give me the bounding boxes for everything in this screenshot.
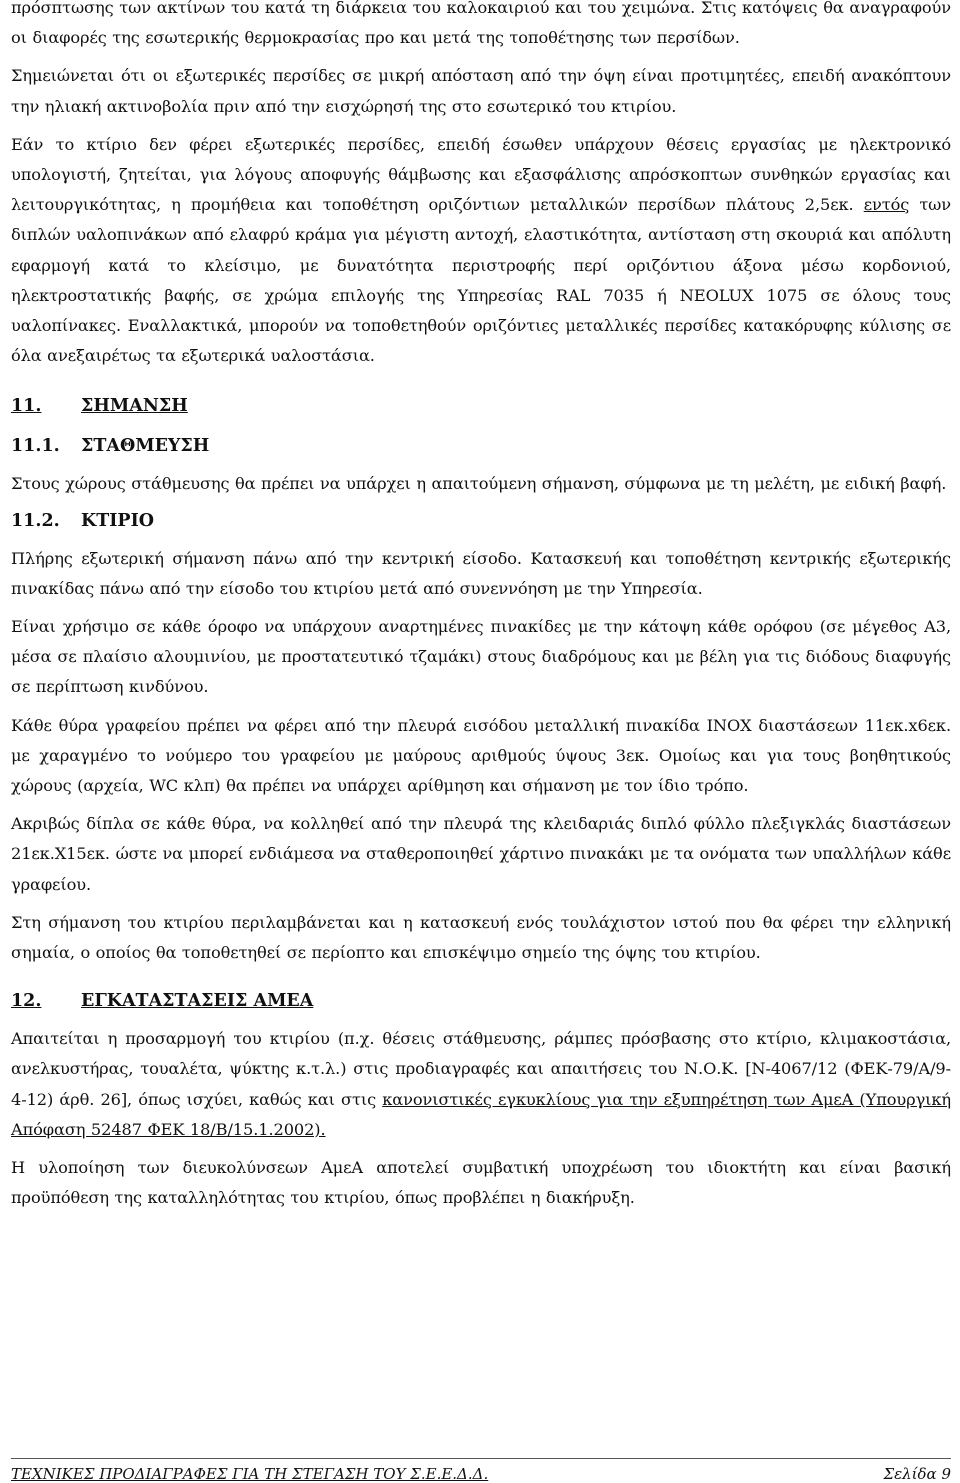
section-title: ΚΤΙΡΙΟ [81, 510, 155, 531]
section-heading-11-2 [11, 506, 951, 536]
underlined-text: εντός [863, 195, 910, 215]
underlined-text: κανονιστικές εγκυκλίους για την εξυπηρέτηση των ΑμεΑ (Υπουργική Απόφαση 52487 ΦΕΚ 18/Β/15.1.2002). [11, 1089, 952, 1139]
section-number: 11.1. [11, 436, 60, 457]
paragraph [11, 130, 951, 372]
section-title: ΕΓΚΑΤΑΣΤΑΣΕΙΣ ΑΜΕΑ [81, 991, 314, 1012]
page-number: Σελίδα 9 [883, 1465, 951, 1483]
paragraph-text: των διπλών υαλοπινάκων από ελαφρύ κράμα για μέγιστη αντοχή, ελαστικότητα, αντίσταση στη σκουριά και απόλυτη εφαρμογή κατά το κλείσιμο, με δυνατότητα περιστροφής περί οριζόντιου άξονα μέσω κορδονιού, ηλεκτροστατικής βαφής, σε χρώμα επιλογής της Υπηρεσίας RAL 7035 ή NEOLUX 1075 σε όλους τους υαλοπίνακες. Εναλλακτικά, μπορούν να τοποθετηθούν οριζόντιες μεταλλικές περσίδες κατακόρυφης κύλισης σε όλα ανεξαιρέτως τα εξωτερικά υαλοστάσια. [11, 195, 952, 366]
section-title: ΣΤΑΘΜΕΥΣΗ [81, 436, 210, 457]
section-number: 11. [11, 396, 42, 417]
footer-title: ΤΕΧΝΙΚΕΣ ΠΡΟΔΙΑΓΡΑΦΕΣ ΓΙΑ ΤΗ ΣΤΕΓΑΣΗ ΤΟΥ Σ.Ε.Ε.Δ.Δ. [11, 1465, 489, 1483]
paragraph: Στη σήμανση του κτιρίου περιλαμβάνεται και η κατασκευή ενός τουλάχιστον ιστού που θα φέρει την ελληνική σημαία, ο οποίος θα τοποθετηθεί σε περίοπτο και επισκέψιμο σημείο της όψης του κτιρίου. [11, 912, 951, 963]
paragraph: Πλήρης εξωτερική σήμανση πάνω από την κεντρική είσοδο. Κατασκευή και τοποθέτηση κεντρικής εξωτερικής πινακίδας πάνω από την είσοδο του κτιρίου μετά από συνεννόηση με την Υπηρεσία. [11, 548, 951, 598]
paragraph-text: Απαιτείται η προσαρμογή του κτιρίου (π.χ. θέσεις στάθμευσης, ράμπες πρόσβασης στο κτίριο, κλιμακοστάσια, ανελκυστήρας, τουαλέτα, ψύκτης κ.τ.λ.) στις προδιαγραφές και απαιτήσεις του Ν.Ο.Κ. [Ν-4067/12 (ΦΕΚ-79/Α/9-4-12) άρθ. 26], όπως ισχύει, καθώς και στις [11, 1029, 951, 1109]
paragraph: Κάθε θύρα γραφείου πρέπει να φέρει από την πλευρά εισόδου μεταλλική πινακίδα ΙΝΟΧ διαστάσεων 11εκ.x6εκ. με χαραγμένο το νούμερο του γραφείου με μαύρους αριθμούς ύψους 3εκ. Ομοίως και για τους βοηθητικούς χώρους (αρχεία, WC κλπ) θα πρέπει να υπάρχει αρίθμηση και σήμανση με τον ίδιο τρόπο. [11, 715, 951, 796]
document-page [11, 0, 951, 1214]
paragraph: Ακριβώς δίπλα σε κάθε θύρα, να κολληθεί από την πλευρά της κλειδαριάς διπλό φύλλο πλεξιγκλάς διαστάσεων 21εκ.Χ15εκ. ώστε να μπορεί ενδιάμεσα να σταθεροποιηθεί χάρτινο πινακάκι με τα ονόματα των υπαλλήλων κάθε γραφείου. [11, 814, 951, 894]
section-heading-11-1 [11, 431, 951, 461]
section-number: 12. [11, 991, 42, 1012]
paragraph: Σημειώνεται ότι οι εξωτερικές περσίδες σε μικρή απόσταση από την όψη είναι προτιμητέες, επειδή ανακόπτουν την ηλιακή ακτινοβολία πριν από την εισχώρησή της στο εσωτερικό του κτιρίου. [11, 66, 951, 116]
paragraph: πρόσπτωσης των ακτίνων του κατά τη διάρκεια του καλοκαιριού και του χειμώνα. Στις κατόψεις θα αναγραφούν οι διαφορές της εσωτερικής θερμοκρασίας προ και μετά της τοποθέτησης των περσίδων. [11, 0, 951, 48]
page-footer [11, 1458, 951, 1483]
paragraph: Η υλοποίηση των διευκολύνσεων ΑμεΑ αποτελεί συμβατική υποχρέωση του ιδιοκτήτη και είναι βασική προϋπόθεση της καταλληλότητας του κτιρίου, όπως προβλέπει η διακήρυξη. [11, 1158, 951, 1208]
section-heading-11 [11, 391, 951, 421]
paragraph [11, 1024, 951, 1145]
paragraph-text: Εάν το κτίριο δεν φέρει εξωτερικές περσίδες, επειδή έσωθεν υπάρχουν θέσεις εργασίας με ηλεκτρονικό υπολογιστή, ζητείται, για λόγους αποφυγής θάμβωσης και εξασφάλισης απρόσκοπτων συνθηκών εργασίας και λειτουργικότητας, η προμήθεια και τοποθέτηση οριζόντιων μεταλλικών περσίδων πλάτους 2,5εκ. [11, 134, 951, 215]
section-title: ΣΗΜΑΝΣΗ [81, 396, 188, 417]
section-number: 11.2. [11, 510, 60, 531]
paragraph: Είναι χρήσιμο σε κάθε όροφο να υπάρχουν αναρτημένες πινακίδες με την κάτοψη κάθε ορόφου (σε μέγεθος Α3, μέσα σε πλαίσιο αλουμινίου, με προστατευτικό τζαμάκι) στους διαδρόμους και με βέλη για τις διόδους διαφυγής σε περίπτωση κινδύνου. [11, 617, 951, 697]
paragraph: Στους χώρους στάθμευσης θα πρέπει να υπάρχει η απαιτούμενη σήμανση, σύμφωνα με τη μελέτη, με ειδική βαφή. [11, 474, 947, 494]
section-heading-12 [11, 986, 951, 1016]
